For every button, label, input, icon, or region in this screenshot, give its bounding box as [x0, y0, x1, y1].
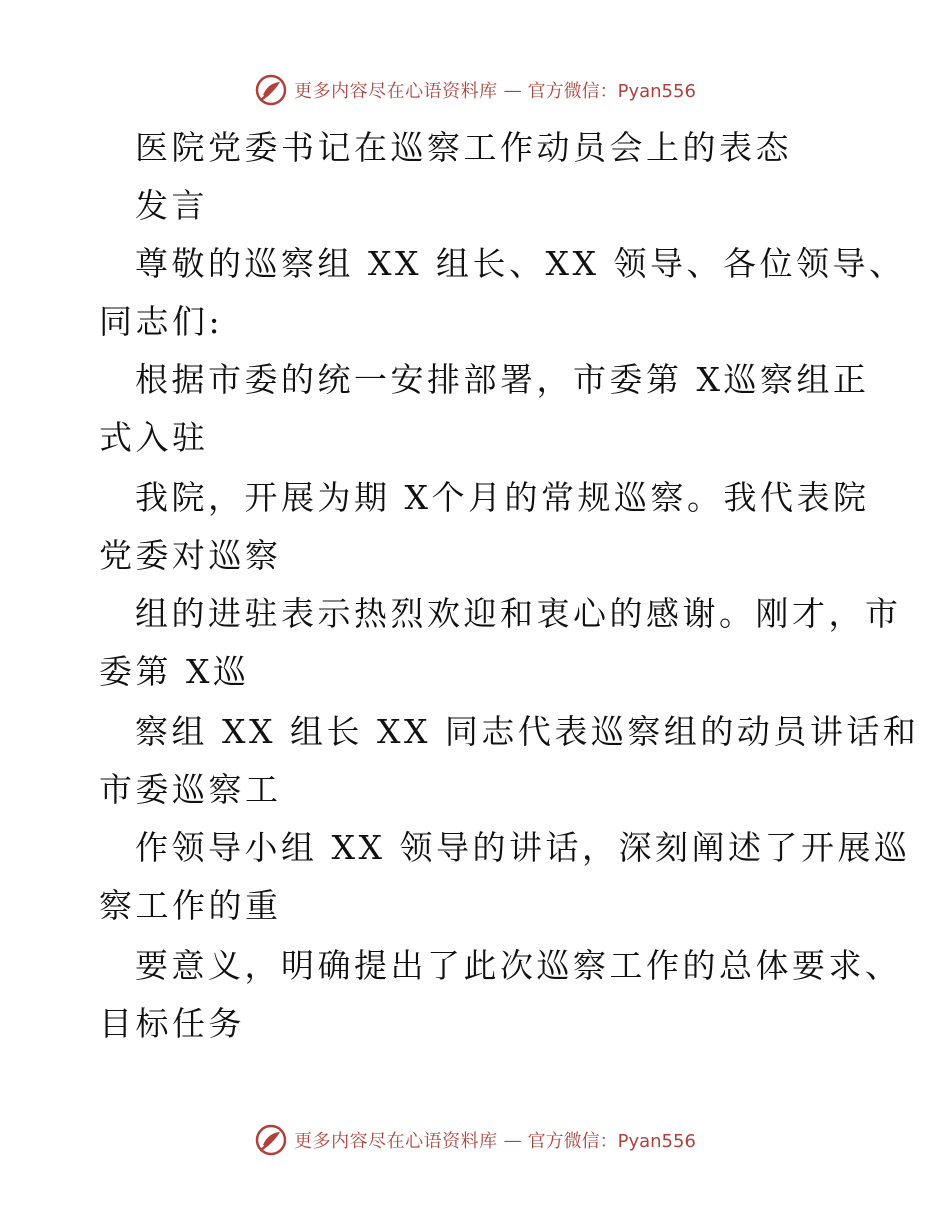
header-banner-text: 更多内容尽在心语资料库: [294, 81, 498, 102]
paragraph-3-line-1: 组的进驻表示热烈欢迎和衷心的感谢。刚才，市: [135, 594, 902, 633]
greeting-line-2: 同志们:: [99, 302, 224, 341]
title-line-2: 发言: [135, 186, 208, 225]
paragraph-4-line-1: 察组 XX 组长 XX 同志代表巡察组的动员讲话和: [135, 712, 920, 751]
paragraph-1-line-2: 式入驻: [99, 418, 209, 457]
paragraph-5-line-1: 作领导小组 XX 领导的讲话，深刻阐述了开展巡: [135, 828, 911, 867]
pen-logo-icon: [254, 1123, 288, 1157]
paragraph-1-line-1: 根据市委的统一安排部署，市委第 X巡察组正: [135, 360, 870, 399]
paragraph-2-line-2: 党委对巡察: [99, 536, 282, 575]
greeting-line-1: 尊敬的巡察组 XX 组长、XX 领导、各位领导、: [135, 244, 906, 283]
paragraph-3-line-2: 委第 X巡: [99, 652, 250, 691]
header-banner-wechat: 官方微信：Pyan556: [527, 81, 696, 102]
paragraph-6-line-1: 要意义，明确提出了此次巡察工作的总体要求、: [135, 946, 902, 985]
header-banner: [0, 70, 950, 110]
footer-banner-text: 更多内容尽在心语资料库: [294, 1131, 498, 1152]
paragraph-5-line-2: 察工作的重: [99, 886, 282, 925]
header-banner-separator: —: [503, 79, 522, 101]
footer-banner-wechat: 官方微信：Pyan556: [527, 1131, 696, 1152]
paragraph-4-line-2: 市委巡察工: [99, 770, 282, 809]
footer-banner: [0, 1120, 950, 1160]
pen-logo-icon: [254, 73, 288, 107]
paragraph-6-line-2: 目标任务: [99, 1004, 245, 1043]
title-line-1: 医院党委书记在巡察工作动员会上的表态: [135, 128, 792, 167]
footer-banner-separator: —: [503, 1129, 522, 1151]
paragraph-2-line-1: 我院，开展为期 X个月的常规巡察。我代表院: [135, 478, 870, 517]
